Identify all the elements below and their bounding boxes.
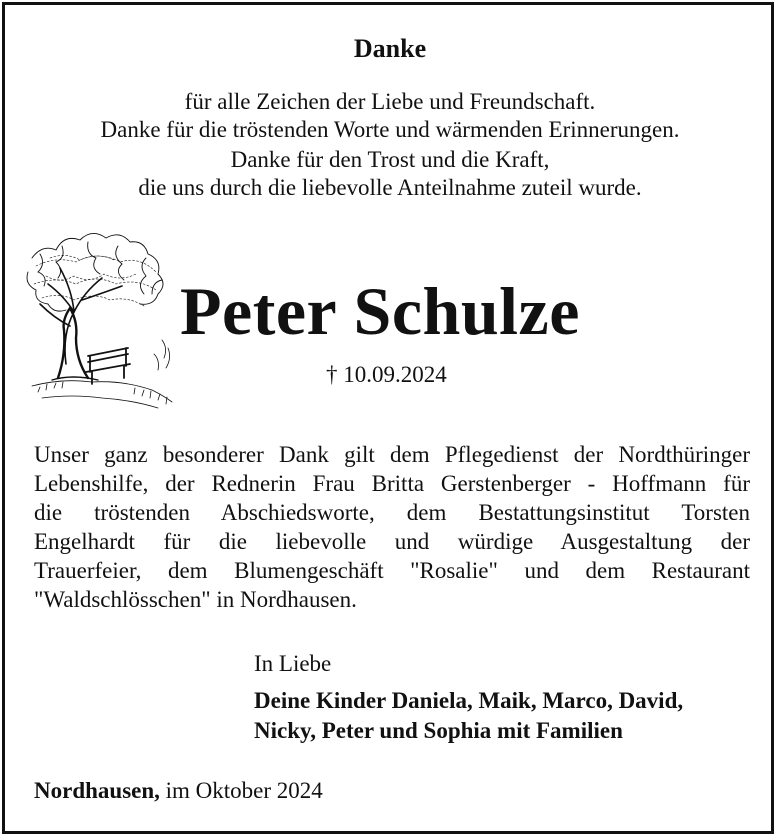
- notice-heading: Danke: [353, 34, 427, 63]
- thanks-line: Lebenshilfe, der Rednerin Frau Britta Gerstenberger - Hoffmann für: [34, 471, 750, 496]
- deceased-name: Peter Schulze: [180, 273, 580, 349]
- intro-line: die uns durch die liebevolle Anteilnahme zuteil wurde.: [138, 175, 642, 200]
- closing-phrase: In Liebe: [254, 651, 332, 676]
- signers-block: [254, 686, 683, 746]
- signers-line: Nicky, Peter und Sophia mit Familien: [254, 718, 623, 743]
- place-date: im Oktober 2024: [165, 778, 323, 803]
- intro-block-1: [0, 88, 780, 144]
- signers-line: Deine Kinder Daniela, Maik, Marco, David,: [254, 688, 684, 713]
- thanks-line: "Waldschlösschen" in Nordhausen.: [34, 587, 357, 612]
- tree-with-bench-icon: [22, 228, 178, 412]
- intro-block-2: [0, 146, 780, 202]
- place-and-date: [34, 778, 323, 804]
- thanks-paragraph: [34, 440, 750, 614]
- thanks-line: Unser ganz besonderer Dank gilt dem Pflegedienst der Nordthüringer: [34, 442, 750, 467]
- place-city: Nordhausen,: [34, 778, 160, 803]
- death-date: † 10.09.2024: [326, 362, 447, 387]
- thanks-line: Trauerfeier, dem Blumengeschäft "Rosalie" und dem Restaurant: [34, 558, 750, 583]
- thanks-line: Engelhardt für die liebevolle und würdige Ausgestaltung der: [34, 529, 750, 554]
- thanks-line: die tröstenden Abschiedsworte, dem Bestattungsinstitut Torsten: [34, 500, 750, 525]
- intro-line: Danke für die tröstenden Worte und wärmenden Erinnerungen.: [100, 117, 680, 142]
- intro-line: Danke für den Trost und die Kraft,: [230, 147, 550, 172]
- intro-line: für alle Zeichen der Liebe und Freundschaft.: [184, 89, 596, 114]
